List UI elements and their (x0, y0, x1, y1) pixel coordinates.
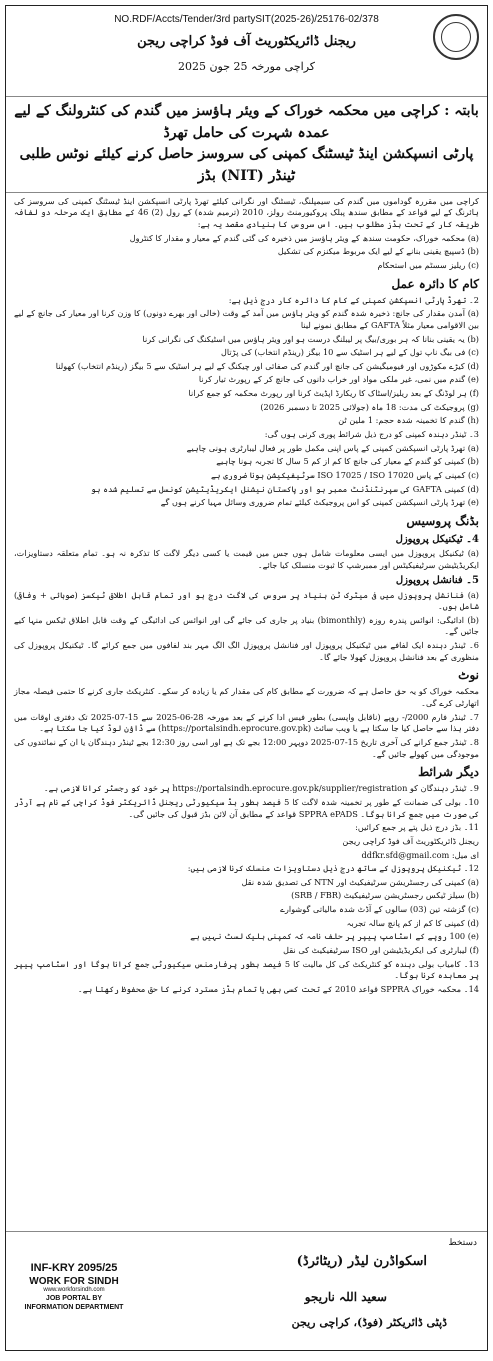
scope-item: 3۔ ٹینڈر دہندہ کمپنی کو درج ذیل شرائط پوری کرنی ہوں گی: (264, 429, 479, 440)
scope-item: (a) آمدن مقدار کی جانچ: ذخیرہ شدہ گندم کو ویئر ہاؤس میں آمد کے وقت (خالی اور بھرے دونوں) کا وزن کرنا اور معیار کی جانچ کے لیے بین الاقوامی معیار مثلاً GAFTA کے مطابق نمونے لینا (14, 308, 479, 330)
scope-item: (b) یہ یقینی بنانا کہ ہر بوری/بیگ پر لیبلنگ درست ہو اور ویئر ہاؤس میں اسٹیکنگ کی نگرانی کرنا (142, 333, 479, 344)
work-for-sindh-url: www.workforsindh.com (43, 1287, 105, 1293)
scope-item: 2۔ تھرڈ پارٹی انسپکشن کمپنی کے کام کا دائرہ کار درج ذیل ہے: (228, 294, 479, 305)
scope-item: (g) پروجیکٹ کی مدت: 18 ماہ (جولائی 2025 تا دسمبر 2026) (260, 401, 479, 412)
address-intro: 11۔ بڈز درج ذیل پتے پر جمع کرائیں: (355, 822, 479, 833)
scope-item: (d) کمپنی GAFTA کی سپرنٹنڈنٹ ممبر ہو اور پاکستان نیشنل ایکریڈیٹیشن کونسل سے تسلیم شدہ ہو (91, 483, 479, 494)
notice-header (6, 6, 487, 97)
job-portal-line-1: JOB PORTAL BY (45, 1295, 103, 1302)
subject-prefix: بابتہ : (444, 103, 479, 119)
scope-item: (h) گندم کا تخمینہ شدہ حجم: 1 ملین ٹن (338, 415, 479, 426)
reference-number: NO.RDF/Accts/Tender/3rd partySIT(2025-26)/25176-02/378 (114, 14, 379, 25)
document-item: (b) سیلز ٹیکس رجسٹریشن سرٹیفیکیٹ (SRB / FBR) (291, 890, 479, 901)
document-item: (a) کمپنی کی رجسٹریشن سرٹیفیکیٹ اور NTN کی تصدیق شدہ نقل (241, 876, 479, 887)
bidding-heading: بڈنگ پروسیس (406, 513, 479, 528)
address-text: ریجنل ڈائریکٹوریٹ آف فوڈ کراچی ریجن (342, 835, 479, 846)
objective-item: (b) ڈسپیچ یقینی بنانے کے لیے ایک مربوط میکنزم کی تشکیل (277, 246, 479, 257)
scope-item: (c) فی بیگ ناپ تول کے لیے ہر اسٹیک سے 10 بیگز (رینڈم انتخاب) کی پڑتال (220, 347, 479, 358)
officer-title: ڈپٹی ڈائریکٹر (فوڈ)، کراچی ریجن (291, 1316, 447, 1329)
scope-item: (d) کیڑے مکوڑوں اور فیومیگیشن کی جانچ اور گندم کی صفائی اور چیکنگ کے لیے ہر اسٹیک سے 5 بیگز (رینڈم انتخاب) کھولنا (55, 360, 479, 371)
rejection-right-text: 14۔ محکمہ خوراک SPPRA قواعد 2010 کے تحت کسی بھی یا تمام بڈز مسترد کرنے کا حق محفوظ رکھتا ہے۔ (77, 983, 479, 994)
document-item: (c) گزشتہ تین (03) سالوں کے آڈٹ شدہ مالیاتی گوشوارے (280, 904, 479, 915)
financial-proposal-text: (a) فنانشل پروپوزل میں فی میٹرک ٹن بنیاد پر سروس کی لاگت درج ہو اور تمام قابل اطلاق ٹیکسز (صوبائی + وفاقی) شامل ہوں۔ (14, 589, 479, 612)
notice-body (6, 193, 487, 1001)
work-for-sindh-logo: WORK FOR SINDH (29, 1276, 119, 1287)
office-title: ریجنل ڈائریکٹوریٹ آف فوڈ کراچی ریجن (137, 34, 356, 49)
scope-item: (e) تھرڈ پارٹی انسپکشن کمپنی کو اس پروجیکٹ کیلئے تمام ضروری وسائل مہیا کرنے ہوں گے (160, 497, 479, 508)
envelope-text: 6۔ ٹینڈر دہندہ ایک لفافے میں ٹیکنیکل پروپوزل اور فنانشل پروپوزل الگ الگ مہر بند لفافوں میں جمع کرائے گا۔ ٹیکنیکل پروپوزل کی منظوری کے بعد فنانشل پروپوزل کھولا جائے گا۔ (14, 640, 479, 662)
technical-proposal-text: (a) ٹیکنیکل پروپوزل میں ایسی معلومات شامل ہوں جس میں قیمت یا کسی دیگر لاگت کا تذکرہ نہ ہو۔ تمام متعلقہ دستاویزات، ایکریڈیٹیشن سرٹیفیکیٹس اور ممبرشپ کا ثبوت منسلک کیا جائے۔ (14, 548, 479, 570)
technical-proposal-heading: 4۔ ٹیکنیکل پروپوزل (395, 533, 479, 545)
inf-code: INF-KRY 2095/25 (30, 1262, 118, 1274)
scope-item: (f) ہر لوڈنگ کے بعد ریلیز/اسٹاک کا ریکارڈ اپڈیٹ کرنا اور رپورٹ محکمہ کو جمع کرانا (188, 388, 479, 399)
notice-date: کراچی مورخہ 25 جون 2025 (177, 60, 316, 73)
scope-item: (c) کمپنی کے پاس ISO 17025 / ISO 17020 سرٹیفیکیشن ہونا ضروری ہے (211, 469, 479, 480)
subject-line-2: پارٹی انسپکشن اینڈ ٹیسٹنگ کمپنی کی سروسز حاصل کرنے کیلئے نوٹس طلبی ٹینڈر (NIT) بڈز (19, 146, 474, 185)
bid-security-text: 10۔ بولی کی ضمانت کے طور پر تخمینہ شدہ لاگت کا 5 فیصد بطور بڈ سیکیورٹی ریجنل ڈائریکٹر فوڈ کراچی کے نام پے آرڈر کی صورت میں جمع کرانا ہوگا۔ SPPRA ePADS قواعد کے مطابق آن لائن بڈز قبول کی جائیں گی۔ (14, 796, 480, 819)
invoice-text: (b) ادائیگی: انوائس پندرہ روزہ (bimonthly) بنیاد پر جاری کی جائے گی اور انوائس کی ادائیگی کے وقت قابل اطلاق ٹیکس منہا کیے جائیں گے۔ (14, 614, 479, 637)
email-text: ای میل: ddfkr.sfd@gmail.com (361, 849, 479, 860)
job-portal-line-2: INFORMATION DEPARTMENT (24, 1304, 124, 1311)
note-heading: نوٹ (458, 668, 479, 683)
objective-item: (c) ریلیز سسٹم میں استحکام (377, 259, 479, 270)
subject-block (6, 97, 487, 193)
signature-rank: اسکواڈرن لیڈر (ریٹائرڈ) (296, 1254, 427, 1269)
tender-notice (5, 5, 488, 1351)
document-item: (f) لیبارٹری کی ایکریڈیٹیشن اور ISO سرٹیفیکیٹ کی نقل (283, 945, 479, 955)
intro-paragraph: کراچی میں مقررہ گوداموں میں گندم کی سیمپلنگ، ٹیسٹنگ اور نگرانی کیلئے تھرڈ پارٹی انسپکشن اینڈ ٹیسٹنگ کمپنی کی سروسز کی ہائرنگ کے لیے قواعد کے مطابق سندھ پبلک پروکیورمنٹ رولز، 2010 (ترمیم شدہ) کے رول (2) 46 کے مطابق ایک مرحلہ دو لفافہ طریقہ کار کے تحت بڈز مطلوب ہیں۔ اس سروس کا بنیادی مقصد یہ ہے: (14, 195, 479, 230)
documents-intro: 12۔ ٹیکنیکل پروپوزل کے ساتھ درج ذیل دستاویزات منسلک کرنا لازمی ہیں: (187, 863, 479, 874)
scope-item: (b) کمپنی کو گندم کے معیار کی جانچ کا کم از کم 5 سال کا تجربہ ہونا چاہیے (216, 456, 479, 467)
notice-footer (6, 1231, 487, 1350)
registration-text: 9۔ ٹینڈر دہندگان کو https://portalsindh.eprocure.gov.pk/supplier/registration پر خود کو رجسٹر کرانا لازمی ہے۔ (43, 783, 479, 794)
document-item: (d) کمپنی کا کم از کم پانچ سالہ تجربہ (346, 917, 479, 928)
information-department-stamp (14, 1262, 134, 1311)
document-item: (e) 100 روپے کے اسٹامپ پیپر پر حلف نامہ کہ کمپنی بلیک لسٹ نہیں ہے (190, 931, 479, 942)
subject-line-1: کراچی میں محکمہ خوراک کے ویئر ہاؤسز میں گندم کی کنٹرولنگ کے لیے عمدہ شہرت کی حامل تھرڈ (14, 103, 440, 141)
officer-name: سعید اللہ ناریجو (304, 1290, 387, 1304)
scope-item: (e) گندم میں نمی، غیر ملکی مواد اور خراب دانوں کی جانچ کر کے رپورٹ تیار کرنا (198, 374, 479, 385)
performance-security-text: 13۔ کامیاب بولی دہندہ کو کنٹریکٹ کی کل مالیت کا 5 فیصد بطور پرفارمنس سیکیورٹی جمع کرانا ہوگا اور اسٹامپ پیپر پر معاہدہ کرنا ہوگا۔ (14, 958, 479, 981)
scope-item: (a) تھرڈ پارٹی انسپکشن کمپنی کے پاس اپنی مکمل طور پر فعال لیبارٹری ہونی چاہیے (186, 442, 479, 453)
tender-form-text: 7۔ ٹینڈر فارم 2000/- روپے (ناقابل واپسی) بطور فیس ادا کرنے کے بعد مورخہ 28-06-2025 سے 15-07-2025 تک دفتری اوقات میں دفتر ہذا سے حاصل کیا جا سکتا ہے یا ویب سائٹ (https://portalsindh.eprocure.gov.pk) سے ڈاؤن لوڈ کیا جا سکتا ہے۔ (14, 711, 479, 734)
scope-heading: کام کا دائرہ عمل (391, 276, 479, 291)
note-text: محکمہ خوراک کو یہ حق حاصل ہے کہ ضرورت کے مطابق کام کی مقدار کم یا زیادہ کر سکے۔ کنٹریکٹ جاری کرنے کا حتمی فیصلہ مجاز اتھارٹی کرے گی۔ (14, 686, 479, 709)
financial-proposal-heading: 5۔ فنانشل پروپوزل (395, 575, 479, 587)
submission-deadline-text: 8۔ ٹینڈر جمع کرانے کی آخری تاریخ 15-07-2025 دوپہر 12:00 بجے تک ہے اور اسی روز 12:30 بجے ٹینڈر دہندگان یا ان کے نمائندوں کی موجودگی میں کھولے جائیں گے۔ (14, 737, 479, 759)
signature-label: دستخط (448, 1238, 477, 1248)
conditions-heading: دیگر شرائط (418, 765, 479, 780)
objective-item: (a) محکمہ خوراک، حکومت سندھ کے ویئر ہاؤسز میں ذخیرہ کی گئی گندم کے معیار و مقدار کا کنٹرول (129, 232, 479, 243)
